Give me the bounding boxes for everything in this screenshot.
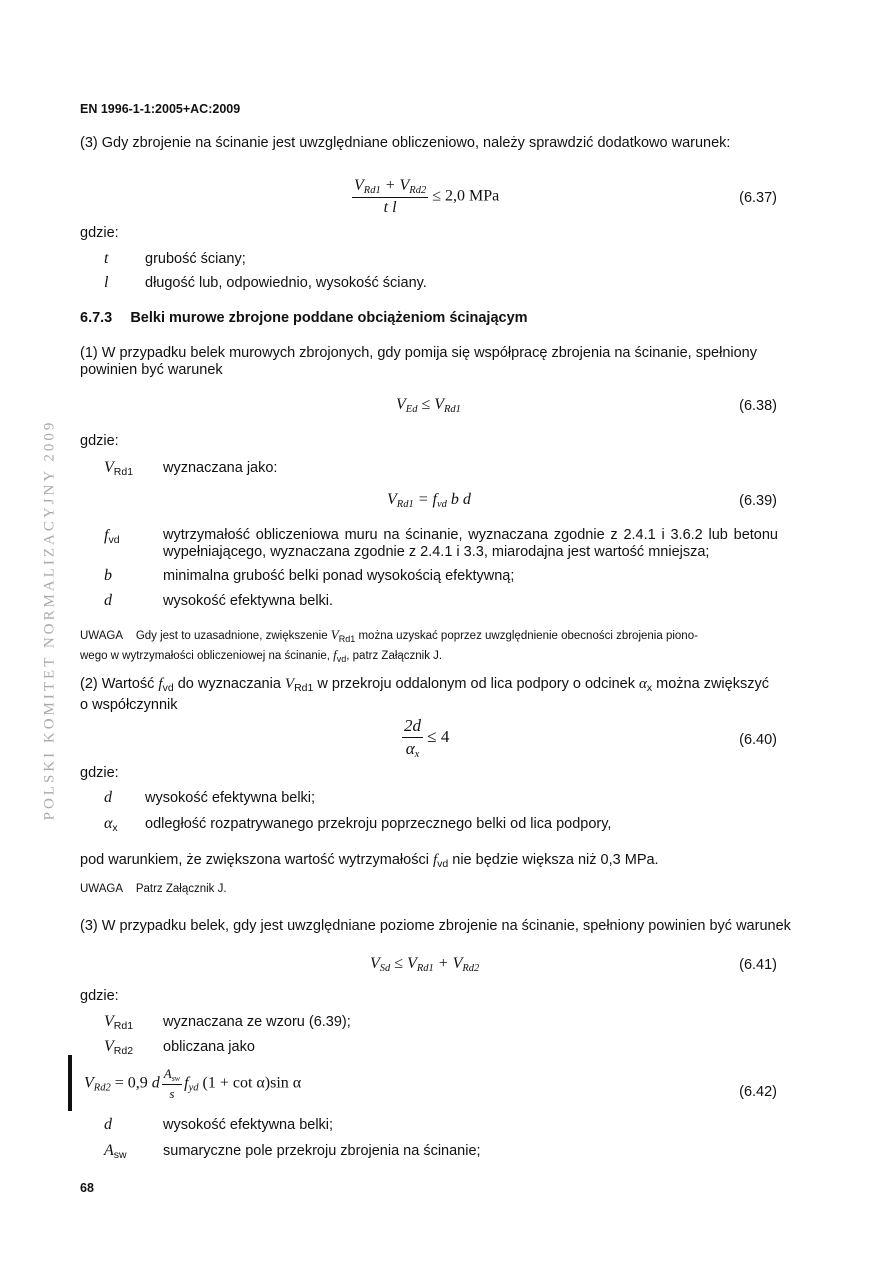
definition-b: minimalna grubość belki ponad wysokością efektywną;: [163, 568, 515, 584]
equation-number: (6.38): [739, 398, 777, 414]
equation-6-41: $V_{Sd} \le V_{Rd1} + V_{Rd2}$: [370, 955, 480, 974]
equation-6-37: $\frac{V_{Rd1} + V_{Rd2}}{\text{t l}}$ ≤ 2,0 MPa: [354, 177, 500, 216]
paragraph-condition: pod warunkiem, że zwiększona wartość wytrzymałości $f_{vd}$ nie będzie większa niż 0,3 MPa.: [80, 852, 659, 870]
symbol-b: b: [104, 567, 112, 584]
definition-d: wysokość efektywna belki.: [163, 593, 334, 609]
paragraph-3-intro: (3) Gdy zbrojenie na ścinanie jest uwzględniane obliczeniowo, należy sprawdzić dodatkowo warunek:: [80, 135, 731, 151]
symbol-asw: Asw: [104, 1142, 127, 1161]
symbol-l: l: [104, 274, 109, 291]
symbol-vrd1: VRd1: [104, 459, 134, 478]
paragraph-text: o współczynnik: [80, 697, 178, 713]
paragraph-text: w przekroju oddalonym od lica podpory o odcinek: [317, 676, 635, 692]
where-label: gdzie:: [80, 765, 119, 781]
equation-6-42: $V_{Rd2} = 0,9$ d $\frac{A_{sw}}{s}$ $f_{yd}$ (1 + cot α)sin α: [84, 1066, 302, 1101]
definition-vrd1: wyznaczana ze wzoru (6.39);: [163, 1014, 351, 1030]
change-bar: [68, 1055, 72, 1111]
symbol-t: t: [104, 250, 109, 267]
symbol-d: d: [104, 1116, 112, 1133]
paragraph-text: pod warunkiem, że zwiększona wartość wytrzymałości: [80, 852, 429, 868]
note-text: Patrz Załącznik J.: [135, 883, 227, 895]
symbol-fvd: fvd: [104, 527, 120, 546]
equation-6-40: $\frac{2d}{\alpha_x}$ ≤ 4: [404, 716, 450, 760]
section-title: Belki murowe zbrojone poddane obciążeniom ścinającym: [130, 310, 528, 326]
note-2: [80, 881, 227, 897]
section-heading: [80, 310, 528, 327]
note-text: Gdy jest to uzasadnione, zwiększenie: [135, 630, 328, 642]
equation-rhs: ≤ 2,0 MPa: [432, 187, 500, 205]
definition-d: wysokość efektywna belki;: [145, 790, 316, 806]
section-number: 6.7.3: [80, 310, 113, 326]
paragraph-text: do wyznaczania: [177, 676, 281, 692]
paragraph-3-beams: (3) W przypadku belek, gdy jest uwzględniane poziome zbrojenie na ścinanie, spełniony powinien być warunek: [80, 918, 791, 934]
definition-d: wysokość efektywna belki;: [163, 1117, 334, 1133]
equation-number: (6.40): [739, 732, 777, 748]
equation-number: (6.41): [739, 957, 777, 973]
symbol-alpha-x: αx: [104, 815, 118, 834]
note-label: UWAGA: [80, 630, 124, 642]
paragraph-2: (2) Wartość $f_{vd}$ do wyznaczania $V_{Rd1}$ w przekroju oddalonym od lica podpory o odcinek $\alpha_x$ można zwiększyć o współczynnik: [80, 676, 769, 713]
where-label: gdzie:: [80, 433, 119, 449]
paragraph-text: nie będzie większa niż 0,3 MPa.: [452, 852, 659, 868]
note-label: UWAGA: [80, 883, 124, 895]
where-label: gdzie:: [80, 988, 119, 1004]
equation-rhs: ≤ 4: [427, 726, 450, 746]
definition-vrd1: wyznaczana jako:: [163, 460, 278, 476]
definition-l: długość lub, odpowiednio, wysokość ściany.: [145, 275, 427, 291]
symbol-d: d: [104, 592, 112, 609]
symbol-vrd1: VRd1: [104, 1013, 134, 1032]
note-text: można uzyskać poprzez uwzględnienie obecności zbrojenia piono-: [358, 630, 698, 642]
paragraph-text: można zwiększyć: [656, 676, 769, 692]
definition-t: grubość ściany;: [145, 251, 246, 267]
equation-number: (6.42): [739, 1084, 777, 1100]
definition-alpha-x: odległość rozpatrywanego przekroju poprzecznego belki od lica podpory,: [145, 816, 612, 832]
note-text: wego w wytrzymałości obliczeniowej na ścinanie,: [80, 650, 330, 662]
equation-6-39: $V_{Rd1} = f_{vd}$ b d: [387, 491, 471, 510]
definition-asw: sumaryczne pole przekroju zbrojenia na ścinanie;: [163, 1143, 481, 1159]
equation-number: (6.39): [739, 493, 777, 509]
symbol-d: d: [104, 789, 112, 806]
paragraph-1: (1) W przypadku belek murowych zbrojonych, gdy pomija się współpracę zbrojenia na ścinanie, spełniony powinien być warunek: [80, 345, 757, 378]
equation-6-38: $V_{Ed} \le V_{Rd1}$: [396, 396, 461, 415]
page-number: 68: [80, 1181, 94, 1195]
definition-fvd: wytrzymałość obliczeniowa muru na ścinanie, wyznaczana zgodnie z 2.4.1 i 3.6.2 lub betonu wypełniającego, wyznaczana zgodnie z 2.4.1 i 3.3, miarodajna jest wartość mniejsza;: [163, 527, 778, 560]
definition-vrd2: obliczana jako: [163, 1039, 255, 1055]
where-label: gdzie:: [80, 225, 119, 241]
note-text: , patrz Załącznik J.: [346, 650, 443, 662]
equation-number: (6.37): [739, 190, 777, 206]
note-1: UWAGA Gdy jest to uzasadnione, zwiększenie $V_{Rd1}$ można uzyskać poprzez uwzględnienie obecności zbrojenia piono- wego w wytrzymałości obliczeniowej na ścinanie, $f_{vd}$, patrz Załącznik J.: [80, 627, 698, 664]
symbol-vrd2: VRd2: [104, 1038, 134, 1057]
watermark: POLSKI KOMITET NORMALIZACYJNY 2009: [41, 419, 58, 821]
standard-header: EN 1996-1-1:2005+AC:2009: [80, 102, 241, 116]
paragraph-text: (2) Wartość: [80, 676, 155, 692]
